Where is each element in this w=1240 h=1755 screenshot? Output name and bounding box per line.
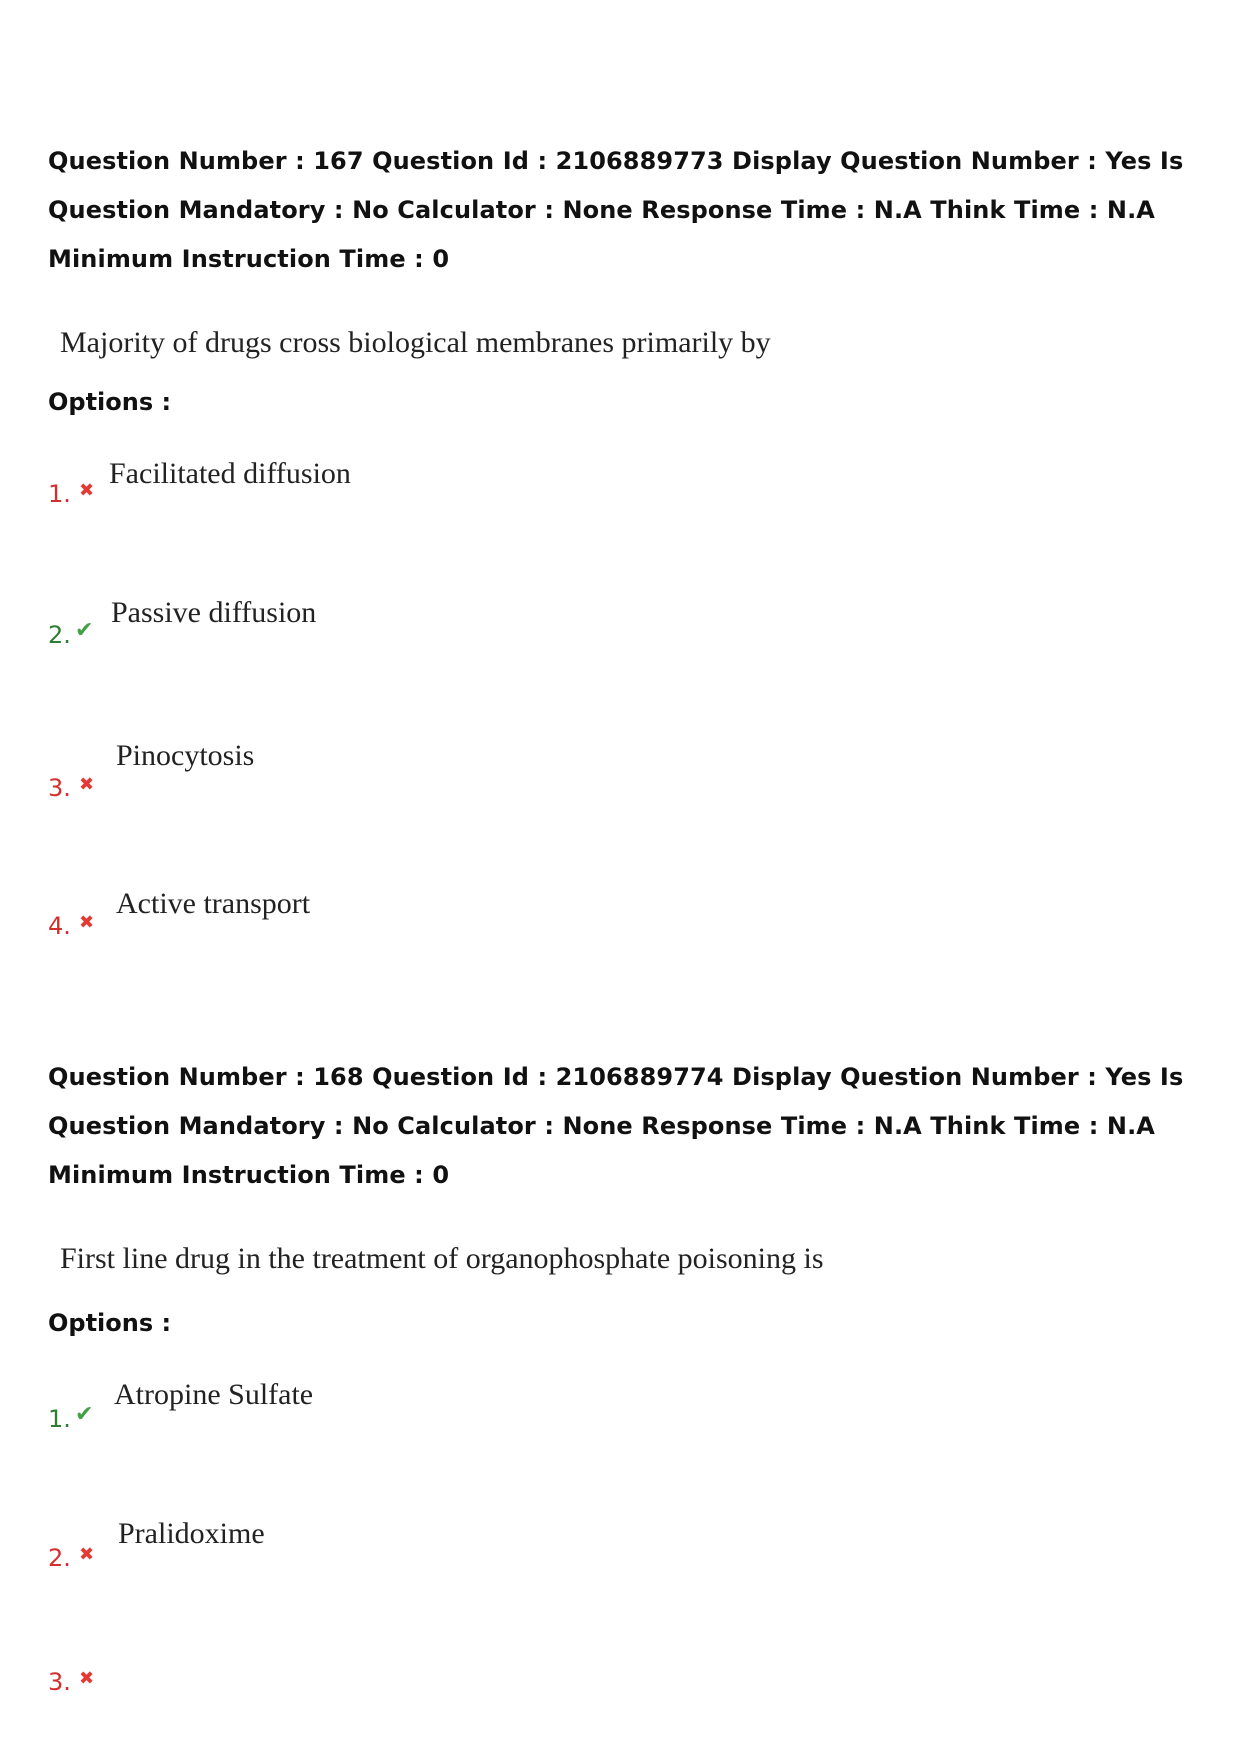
option-number: 1. [48,1405,71,1433]
question-meta: Question Number : 167 Question Id : 2106889773 Display Question Number : Yes Is Question Mandatory : No Calculator : None Response Time : N.A Think Time : N.A Minimum Instruction Time : 0 [48,147,1184,273]
option-text: Facilitated diffusion [109,457,351,490]
cross-icon: ✖ [79,774,95,795]
option-number: 2. [48,621,71,649]
option-number: 2. [48,1544,71,1572]
question-text: First line drug in the treatment of organophosphate poisoning is [60,1242,824,1275]
option-number: 4. [48,912,71,940]
option-text: Active transport [116,887,311,920]
question-meta: Question Number : 168 Question Id : 2106889774 Display Question Number : Yes Is Question Mandatory : No Calculator : None Response Time : N.A Think Time : N.A Minimum Instruction Time : 0 [48,1063,1184,1189]
option-text: Pinocytosis [116,739,255,772]
question-text: Majority of drugs cross biological membranes primarily by [60,326,771,359]
check-icon: ✔ [75,1402,94,1427]
options-label: Options : [48,1309,172,1337]
cross-icon: ✖ [79,1544,95,1565]
cross-icon: ✖ [79,912,95,933]
options-label: Options : [48,388,172,416]
option-text: Pralidoxime [118,1517,265,1550]
option-text: Passive diffusion [111,596,317,629]
option-number: 3. [48,774,71,802]
cross-icon: ✖ [79,1668,95,1689]
cross-icon: ✖ [79,480,95,501]
check-icon: ✔ [75,618,94,643]
option-text: Atropine Sulfate [114,1378,314,1411]
option-number: 1. [48,480,71,508]
option-number: 3. [48,1668,71,1696]
